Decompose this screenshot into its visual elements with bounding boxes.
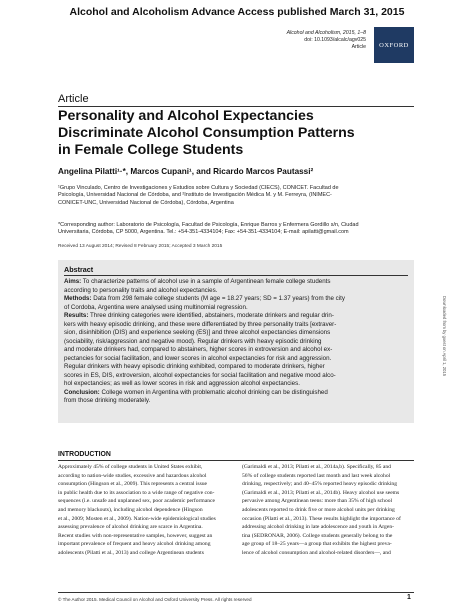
page-number: 1	[407, 594, 411, 601]
body-line: and memory blackouts), including alcohol dependence (Hingson	[58, 506, 203, 513]
abstract-line: (sociability, risk/aggression and negative mood). Regular drinkers with heavy episodic drinking	[64, 337, 322, 345]
introduction-heading: INTRODUCTION	[58, 451, 111, 458]
copyright-footer: © The Author 2015. Medical Council on Alcohol and Oxford University Press. All rights reserved	[58, 597, 252, 602]
body-line: pervasive among Argentinean teens: more than 35% of high school	[242, 498, 393, 505]
intro-divider	[58, 460, 414, 461]
abstract-line: according to personality traits and alcohol expectancies.	[64, 286, 218, 294]
received-dates: Received 13 August 2014; Revised 8 February 2015; Accepted 3 March 2015	[58, 244, 223, 249]
section-label: Article	[58, 93, 89, 105]
affiliation-line: Psicología, Universidad Nacional de Córdoba, and ²Instituto de Investigación Médica M. y M. Ferreyra, (INIMEC-	[58, 192, 332, 199]
title-line: Discriminate Alcohol Consumption Patterns	[58, 125, 355, 141]
body-line: et al., 2009; Mosten et al., 2009). Nation-wide epidemiological studies	[58, 515, 216, 522]
correspondence-line: *Corresponding author: Laboratorio de Psicología, Facultad de Psicología, Enrique Barros y Enfermera Gordillo s/n, Ciudad	[58, 222, 359, 228]
body-line: Recent studies with non-representative samples, however, suggest an	[58, 532, 213, 539]
body-line: occasion (Pilatti et al., 2013). These results highlight the importance of	[242, 515, 401, 522]
body-line: consumption (Hingson et al., 2009). This represents a central issue	[58, 481, 208, 488]
body-line: Approximately 45% of college students in United States exhibit,	[58, 464, 203, 470]
abstract-line: Results: Three drinking categories were identified, abstainers, moderate drinkers and regular drin-	[64, 312, 334, 319]
title-divider	[58, 106, 414, 107]
body-line: drinking, respectively; and 40–45% reported heavy episodic drinking	[242, 481, 398, 488]
title-line: Personality and Alcohol Expectancies	[58, 108, 314, 124]
body-line: (Garimaldi et al., 2013; Pilatti et al., 2014a,b). Specifically, 85 and	[242, 464, 391, 470]
affiliations	[58, 185, 398, 207]
article-title	[58, 108, 418, 159]
abstract-line: Methods: Data from 298 female college students (M age = 18.27 years; SD = 1.37 years) from the city	[64, 295, 345, 302]
affiliation-line: ¹Grupo Vinculado, Centro de Investigaciones y Estudios sobre Cultura y Sociedad (CIECS), CONICET. Facultad de	[58, 185, 339, 191]
body-line: age group of 18–25 years—a group that exhibits the highest preva-	[242, 541, 392, 548]
affiliation-line: CONICET-UNC, Universidad Nacional de Córdoba), Córdoba, Argentina	[58, 199, 234, 206]
abstract-line: hol expectancies; as well as lower scores in risk and aggression alcohol expectancies.	[64, 380, 300, 387]
article-meta	[287, 30, 366, 51]
abstract-line: pectancies for social facilitation, and lower scores in alcohol expectancies for risk and aggression.	[64, 354, 332, 362]
article-type: Article	[351, 44, 366, 50]
abstract-line: of Cordoba, Argentina were analysed using multinomial regression.	[64, 303, 248, 311]
abstract-line: and moderate drinkers had, compared to abstainers, higher scores in extroversion and alcohol ex-	[64, 346, 333, 353]
body-line: tina (SEDRONAR, 2006). College students generally belong to the	[242, 532, 393, 539]
body-line: sequences (i.e. unsafe and unplanned sex, poor academic performance	[58, 498, 216, 505]
abstract-line: from those drinking moderately.	[64, 397, 151, 404]
footer-divider	[58, 592, 414, 593]
body-line: in public health due to its association to a wide range of negative con-	[58, 489, 215, 496]
body-column-right	[242, 463, 414, 558]
body-line: 56% of college students reported last month and last week alcohol	[242, 472, 391, 479]
journal-citation: Alcohol and Alcoholism, 2015, 1–8	[286, 30, 366, 36]
abstract-body	[64, 278, 410, 406]
doi-link[interactable]: doi: 10.1093/alcalc/agv025	[304, 37, 366, 43]
advance-access-banner: Alcohol and Alcoholism Advance Access published March 31, 2015	[69, 6, 405, 18]
abstract-line: Aims: To characterize patterns of alcohol use in a sample of Argentinean female college students	[64, 278, 331, 285]
title-line: in Female College Students	[58, 142, 244, 158]
abstract-line: sion, disinhibition (DIS) and experience seeking (ES)] and three alcohol expectancies dimensions	[64, 329, 331, 336]
body-line: lence of alcohol consumption and alcohol-related disorders—, and	[242, 549, 391, 556]
author-list: Angelina Pilatti¹·*, Marcos Cupani¹, and Ricardo Marcos Pautassi²	[58, 167, 314, 176]
correspondence	[58, 222, 398, 237]
oxford-logo: OXFORD	[374, 27, 414, 63]
body-line: adolescents reported to drink five or more alcohol units per drinking	[242, 506, 395, 513]
body-line: according to nation-wide studies, excessive and hazardous alcohol	[58, 472, 207, 479]
body-line: adolescents (Pilatti et al., 2013) and college Argentinean students	[58, 549, 204, 556]
abstract-divider	[64, 275, 408, 276]
body-line: (Garimaldi et al., 2013; Pilatti et al., 2014b). Heavy alcohol use seems	[242, 489, 400, 496]
abstract-heading: Abstract	[64, 265, 94, 274]
abstract-line: Regular drinkers with heavy episodic drinking exhibited, compared to moderate drinkers, higher	[64, 363, 325, 370]
abstract-line: kers with heavy episodic drinking, and these were differentiated by three personality traits [extraver-	[64, 320, 337, 328]
body-column-left	[58, 463, 230, 558]
abstract-line: scores in ES, DIS, extroversion, alcohol expectancies for social facilitation and negative mood alco-	[64, 371, 336, 379]
body-line: important prevalence of frequent and heavy alcohol drinking among	[58, 541, 211, 548]
abstract-line: Conclusion: College women in Argentina with problematic alcohol drinking can be distinguished	[64, 388, 328, 396]
body-line: assessing prevalence of alcohol drinking are scarce in Argentina.	[58, 524, 203, 531]
body-line: addressing alcohol drinking in late adolescence and youth in Argen-	[242, 524, 394, 531]
download-watermark-text: Downloaded from by guest on April 1, 2015	[442, 296, 447, 377]
correspondence-line: Universitaria, Córdoba, CP 5000, Argentina. Tel.: +54-351-4334104; Fax: +54-351-4334104; E-mail: apilatti@gmail.com	[58, 229, 349, 236]
